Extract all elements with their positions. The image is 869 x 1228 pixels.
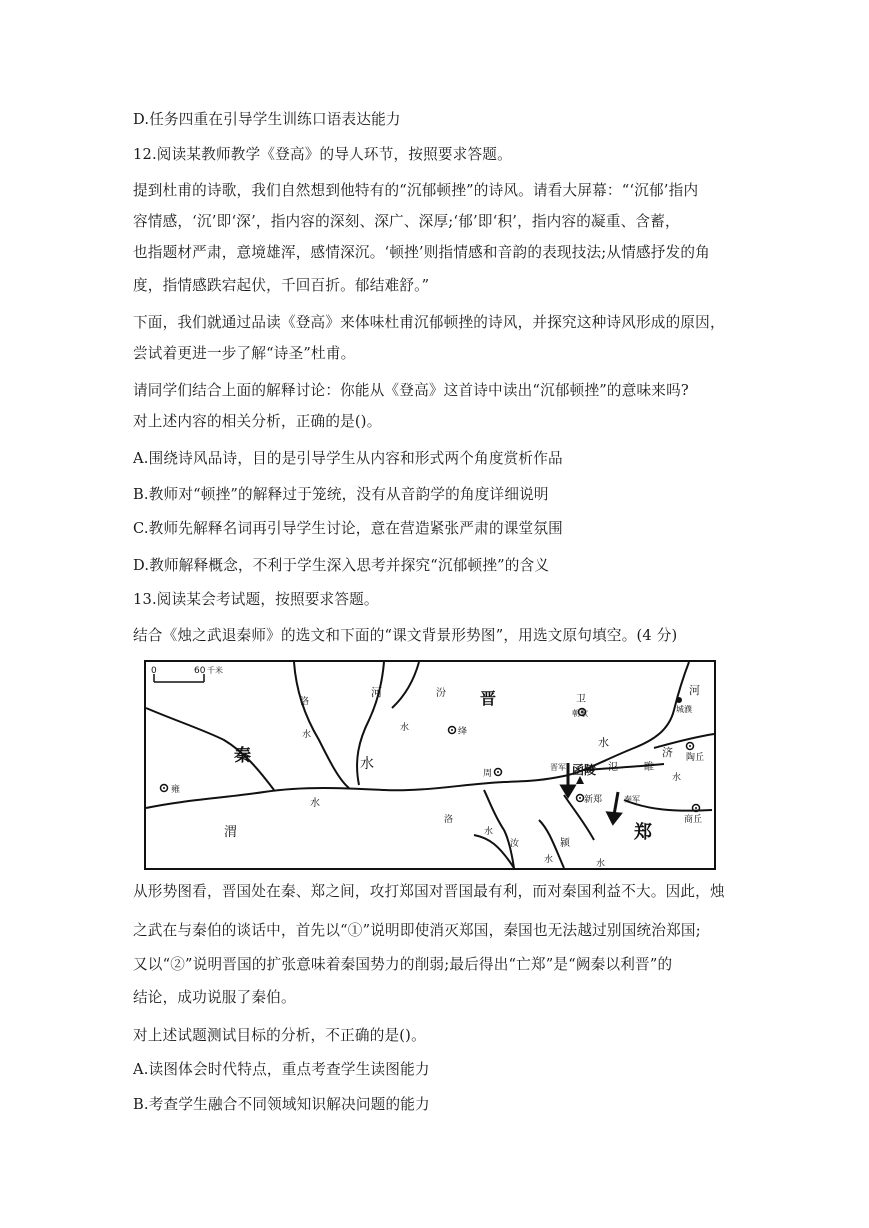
label-fan: 氾 bbox=[608, 762, 618, 773]
text-line: 又以“②”说明晋国的扩张意味着秦国势力的削弱;最后得出“亡郑”是“阙秦以利晋”的 bbox=[133, 956, 673, 973]
text-line: 12.阅读某教师教学《登高》的导人环节，按照要求答题。 bbox=[133, 146, 512, 163]
text-line: 13.阅读某会考试题，按照要求答题。 bbox=[133, 591, 379, 608]
text-line: 度，指情感跌宕起伏，千回百折。郁结难舒。” bbox=[133, 277, 430, 294]
scale-value: 60 bbox=[194, 666, 206, 676]
label-yong: 雍 bbox=[171, 785, 181, 795]
label-wei: 渭 bbox=[224, 825, 238, 840]
scale-zero: 0 bbox=[151, 666, 157, 676]
label-qin: 秦 bbox=[234, 746, 251, 766]
text-line: 提到杜甫的诗歌，我们自然想到他特有的“沉郁顿挫”的诗风。请看大屏幕：“‘沉郁’指内 bbox=[133, 182, 699, 199]
text-line: 结合《烛之武退秦师》的选文和下面的“课文背景形势图”，用选文原句填空。(4 分) bbox=[133, 627, 678, 644]
label-shui-2: 水 bbox=[400, 723, 410, 733]
text-line: B.教师对“顿挫”的解释过于笼统，没有从音韵学的角度详细说明 bbox=[133, 486, 549, 503]
label-hanling: 函陵 bbox=[572, 763, 597, 777]
label-xinzheng: 新郑 bbox=[584, 795, 603, 805]
label-zhaoge: 朝歌 bbox=[572, 709, 588, 718]
label-wei-city: 卫 bbox=[576, 694, 586, 705]
label-chengpu: 城濮 bbox=[676, 705, 692, 714]
text-line: D.教师解释概念，不利于学生深入思考并探究“沉郁顿挫”的含义 bbox=[133, 557, 550, 574]
text-line: 之武在与秦伯的谈话中，首先以“①”说明即使消灭郑国，秦国也无法越过别国统治郑国; bbox=[133, 922, 701, 939]
text-line: D.任务四重在引导学生训练口语表达能力 bbox=[133, 111, 401, 128]
label-zheng: 郑 bbox=[634, 822, 652, 843]
label-shui-9: 水 bbox=[598, 736, 609, 749]
label-zhou: 周 bbox=[483, 769, 493, 779]
label-qinjun: 秦军 bbox=[624, 795, 640, 804]
label-jin: 晋 bbox=[480, 689, 497, 708]
label-shui-8: 水 bbox=[672, 773, 682, 783]
label-jiang: 绛 bbox=[458, 727, 468, 737]
text-line: B.考查学生融合不同领域知识解决问题的能力 bbox=[133, 1096, 430, 1113]
text-line: 对上述内容的相关分析，正确的是()。 bbox=[133, 413, 382, 430]
background-situation-map bbox=[144, 660, 716, 870]
label-luo-1: 洛 bbox=[300, 697, 310, 707]
label-shui-3: 水 bbox=[360, 756, 374, 772]
label-fen: 汾 bbox=[436, 688, 446, 699]
text-line: 下面，我们就通过品读《登高》来体味杜甫沉郁顿挫的诗风，并探究这种诗风形成的原因， bbox=[133, 314, 725, 331]
text-line: A.读图体会时代特点，重点考查学生读图能力 bbox=[133, 1061, 430, 1078]
label-ying: 颍 bbox=[560, 838, 570, 849]
label-taoqiu: 陶丘 bbox=[686, 753, 705, 763]
label-shui-5: 水 bbox=[484, 827, 494, 837]
label-ru: 汝 bbox=[510, 839, 520, 849]
text-line: 尝试着更进一步了解“诗圣”杜甫。 bbox=[133, 345, 356, 362]
text-line: C.教师先解释名词再引导学生讨论，意在营造紧张严肃的课堂氛围 bbox=[133, 520, 563, 537]
text-line: A.围绕诗风品诗，目的是引导学生从内容和形式两个角度赏析作品 bbox=[133, 450, 563, 467]
label-luo-2: 洛 bbox=[444, 815, 454, 825]
label-shui-4: 水 bbox=[310, 798, 320, 809]
label-shui-1: 水 bbox=[302, 730, 312, 740]
label-jinjun: 晋军 bbox=[550, 763, 566, 772]
label-shui-6: 水 bbox=[544, 855, 554, 865]
label-shangqiu: 商丘 bbox=[684, 815, 703, 825]
text-line: 对上述试题测试目标的分析，不正确的是()。 bbox=[133, 1027, 426, 1044]
label-ji: 济 bbox=[662, 746, 673, 759]
map-svg bbox=[144, 660, 716, 870]
text-line: 也指题材严肃，意境雄浑，感情深沉。‘顿挫’则指情感和音韵的表现技法;从情感抒发的角 bbox=[133, 244, 710, 261]
text-line: 结论，成功说服了秦伯。 bbox=[133, 989, 296, 1006]
label-he-2: 河 bbox=[689, 684, 700, 697]
text-line: 请同学们结合上面的解释讨论：你能从《登高》这首诗中读出“沉郁顿挫”的意味来吗? bbox=[133, 382, 689, 399]
text-line: 从形势图看，晋国处在秦、郑之间，攻打郑国对晋国最有利，而对秦国利益不大。因此，烛 bbox=[133, 883, 725, 900]
scale-unit: 千米 bbox=[207, 666, 223, 675]
label-he-1: 河 bbox=[371, 686, 382, 699]
text-line: 容情感，‘沉’即‘深’，指内容的深刻、深广、深厚;‘郁’即‘积’，指内容的凝重、含蓄， bbox=[133, 213, 680, 230]
label-sui: 睢 bbox=[644, 762, 654, 773]
label-shui-7: 水 bbox=[596, 859, 606, 869]
